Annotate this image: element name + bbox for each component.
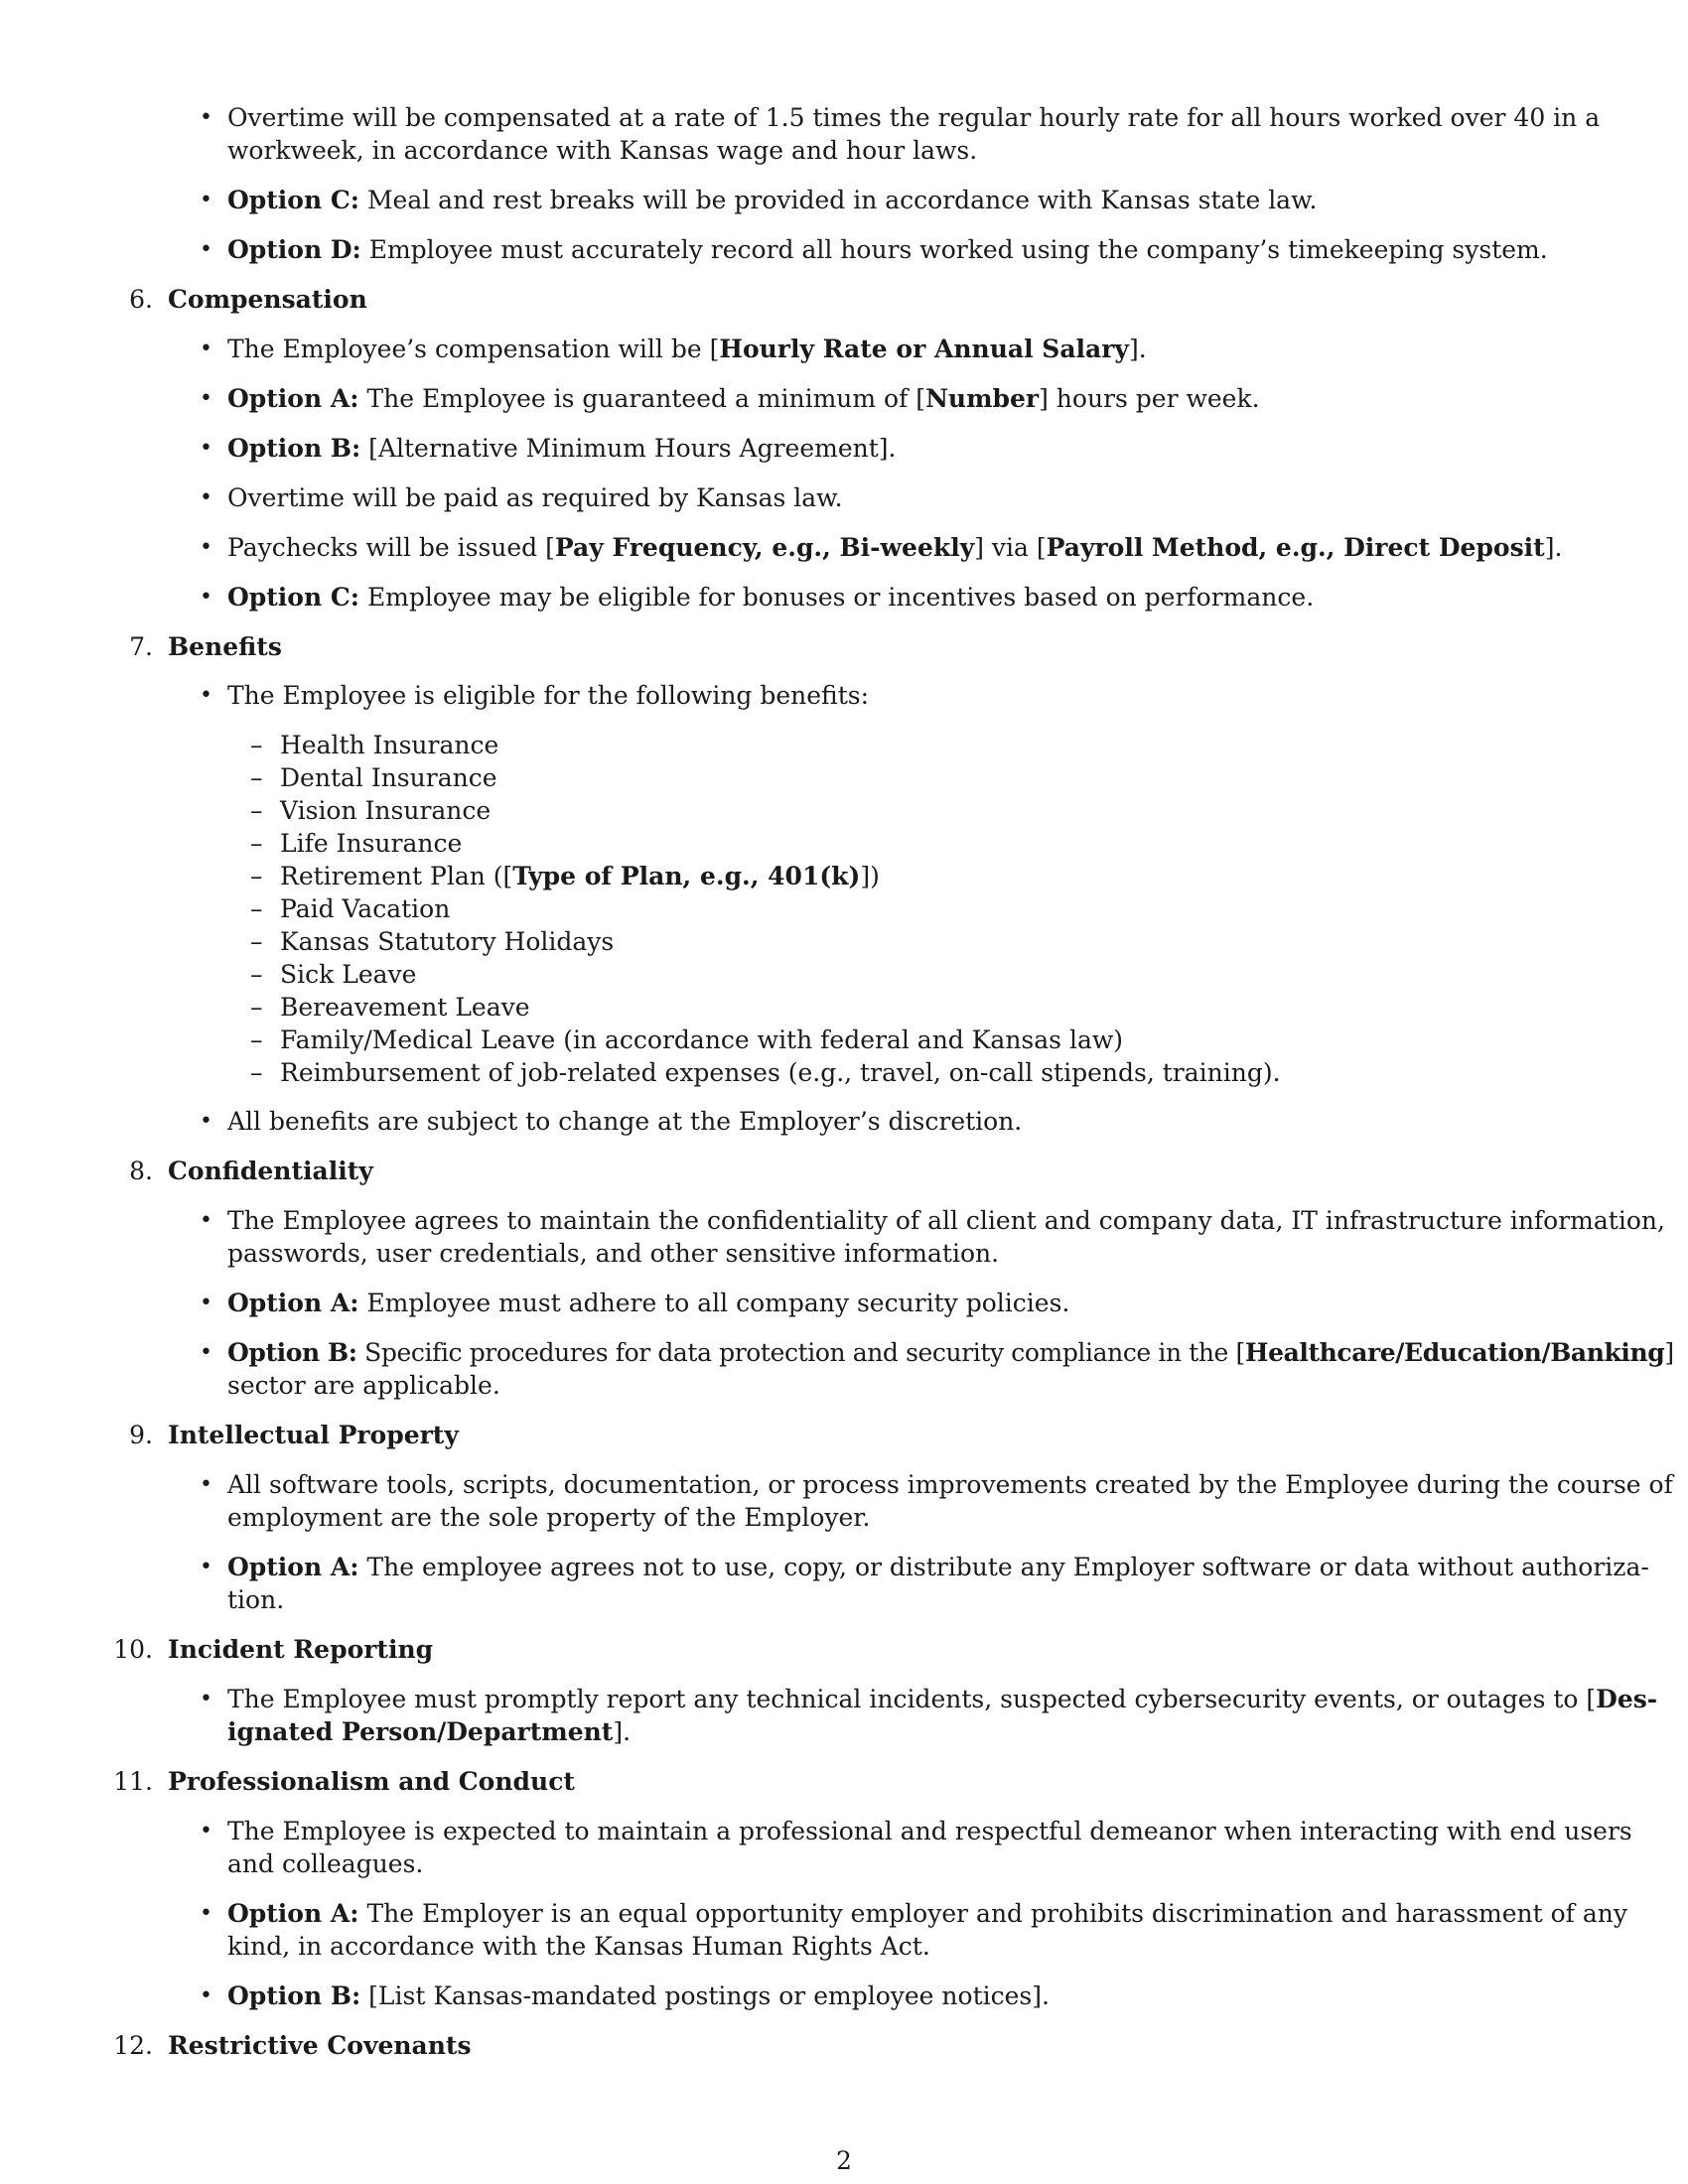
list-item <box>227 531 1562 564</box>
list-item: The Employee is expected to maintain a professional and respectful demeanor when interacting with end users <box>227 1817 1632 1845</box>
list-item <box>227 184 1317 216</box>
option-label: Option C: <box>227 583 359 612</box>
bullet-icon: • <box>200 1901 212 1926</box>
item-text: Meal and rest breaks will be provided in accordance with Kansas state law. <box>366 186 1318 214</box>
sub-list-item: Vision Insurance <box>280 796 492 825</box>
placeholder-text: Pay Frequency, e.g., Bi-weekly <box>554 533 975 562</box>
item-text: Employee must adhere to all company security policies. <box>366 1289 1070 1317</box>
bullet-icon: • <box>200 1983 212 2008</box>
bullet-icon: • <box>200 1340 212 1365</box>
option-label: Option B: <box>227 1981 361 2010</box>
bullet-icon: • <box>200 485 212 510</box>
bullet-icon: • <box>200 1291 212 1315</box>
item-text: ] <box>1664 1338 1674 1367</box>
bullet-icon: • <box>200 1687 212 1711</box>
list-item <box>227 233 1548 266</box>
bullet-icon: • <box>200 535 212 560</box>
sub-list-item: Paid Vacation <box>280 894 451 923</box>
bullet-icon: • <box>200 188 212 212</box>
placeholder-text: Hourly Rate or Annual Salary <box>719 335 1129 363</box>
item-text: Paychecks will be issued [ <box>227 533 555 562</box>
dash-icon: – <box>250 731 263 759</box>
section-number: 9. <box>129 1421 153 1449</box>
item-text: ]) <box>860 862 880 890</box>
list-item: Overtime will be compensated at a rate of 1.5 times the regular hourly rate for all hours worked over 40 in a <box>227 103 1601 132</box>
item-text: The Employee must promptly report any technical incidents, suspected cybersecurity events, or outages to [ <box>227 1685 1597 1713</box>
list-item-continuation <box>227 1715 631 1748</box>
sub-list-item: Dental Insurance <box>280 763 497 792</box>
option-label: Option A: <box>227 1899 359 1928</box>
option-label: Option A: <box>227 1289 359 1317</box>
placeholder-text: Number <box>925 384 1040 413</box>
list-item: All software tools, scripts, documentation, or process improvements created by the Employee during the course of <box>227 1470 1673 1499</box>
item-text: Employee must accurately record all hours worked using the company’s timekeeping system. <box>368 235 1548 264</box>
item-text: Specific procedures for data protection and security compliance in the [ <box>364 1338 1245 1367</box>
item-text: The Employee is guaranteed a minimum of [ <box>366 384 926 413</box>
list-item <box>227 581 1314 614</box>
dash-icon: – <box>250 894 263 923</box>
sub-list-item: Sick Leave <box>280 960 417 989</box>
item-text: ]. <box>1128 335 1147 363</box>
option-label: Option B: <box>227 1338 357 1367</box>
bullet-icon: • <box>200 105 212 130</box>
list-item-continuation: workweek, in accordance with Kansas wage and hour laws. <box>227 136 978 165</box>
dash-icon: – <box>250 1058 263 1087</box>
section-title: Compensation <box>168 285 367 314</box>
list-item: Overtime will be paid as required by Kansas law. <box>227 483 843 512</box>
list-item <box>227 432 896 465</box>
bullet-icon: • <box>200 683 212 708</box>
bullet-icon: • <box>200 386 212 411</box>
placeholder-text: Des- <box>1596 1685 1658 1713</box>
section-number: 8. <box>129 1157 153 1185</box>
section-title: Benefits <box>168 632 282 661</box>
list-item <box>227 1551 1649 1583</box>
dash-icon: – <box>250 829 263 858</box>
placeholder-text: Type of Plan, e.g., 401(k) <box>512 862 861 890</box>
option-label: Option D: <box>227 235 361 264</box>
bullet-icon: • <box>200 1819 212 1843</box>
list-item <box>227 1287 1069 1319</box>
section-number: 12. <box>113 2031 153 2060</box>
bullet-icon: • <box>200 1555 212 1579</box>
sub-list-item: Reimbursement of job-related expenses (e.g., travel, on-call stipends, training). <box>280 1058 1281 1087</box>
list-item: The Employee is eligible for the following benefits: <box>227 681 870 710</box>
bullet-icon: • <box>200 1208 212 1233</box>
item-text: ]. <box>613 1717 632 1746</box>
sub-list-item: Bereavement Leave <box>280 993 530 1022</box>
page-number: 2 <box>836 2146 852 2175</box>
list-item-continuation: employment are the sole property of the Employer. <box>227 1503 871 1532</box>
placeholder-text: Healthcare/Education/Banking <box>1244 1338 1665 1367</box>
dash-icon: – <box>250 960 263 989</box>
list-item <box>227 1979 1050 2012</box>
list-item <box>227 333 1147 365</box>
dash-icon: – <box>250 796 263 825</box>
bullet-icon: • <box>200 237 212 262</box>
item-text: The Employer is an equal opportunity employer and prohibits discrimination and harassment of any <box>366 1899 1627 1928</box>
list-item: The Employee agrees to maintain the confidentiality of all client and company data, IT infrastructure information, <box>227 1206 1665 1235</box>
bullet-icon: • <box>200 585 212 610</box>
list-item-continuation: passwords, user credentials, and other sensitive information. <box>227 1239 1000 1268</box>
placeholder-text: Payroll Method, e.g., Direct Deposit <box>1046 533 1545 562</box>
section-title: Intellectual Property <box>168 1421 459 1449</box>
placeholder-text: ignated Person/Department <box>227 1717 614 1746</box>
section-title: Incident Reporting <box>168 1635 434 1664</box>
list-item: All benefits are subject to change at the Employer’s discretion. <box>227 1107 1023 1136</box>
option-label: Option C: <box>227 186 359 214</box>
list-item-continuation: kind, in accordance with the Kansas Human Rights Act. <box>227 1932 930 1961</box>
bullet-icon: • <box>200 1109 212 1134</box>
bullet-icon: • <box>200 436 212 461</box>
item-text: Retirement Plan ([ <box>280 862 513 890</box>
dash-icon: – <box>250 763 263 792</box>
section-number: 6. <box>129 285 153 314</box>
section-number: 11. <box>113 1767 153 1796</box>
dash-icon: – <box>250 862 263 890</box>
list-item-continuation: tion. <box>227 1585 285 1614</box>
sub-list-item: Kansas Statutory Holidays <box>280 927 615 956</box>
item-text: The employee agrees not to use, copy, or distribute any Employer software or data without authoriza- <box>366 1553 1649 1581</box>
sub-list-item: Family/Medical Leave (in accordance with federal and Kansas law) <box>280 1025 1123 1054</box>
dash-icon: – <box>250 927 263 956</box>
dash-icon: – <box>250 1025 263 1054</box>
dash-icon: – <box>250 993 263 1022</box>
item-text: [Alternative Minimum Hours Agreement]. <box>368 434 897 463</box>
item-text: Employee may be eligible for bonuses or incentives based on performance. <box>366 583 1315 612</box>
section-title: Restrictive Covenants <box>168 2031 472 2060</box>
bullet-icon: • <box>200 1472 212 1497</box>
list-item-continuation: sector are applicable. <box>227 1371 500 1400</box>
option-label: Option A: <box>227 384 359 413</box>
item-text: ] hours per week. <box>1039 384 1260 413</box>
section-title: Professionalism and Conduct <box>168 1767 575 1796</box>
list-item <box>227 1897 1627 1930</box>
bullet-icon: • <box>200 337 212 361</box>
section-number: 10. <box>113 1635 153 1664</box>
list-item <box>227 1683 1658 1715</box>
option-label: Option B: <box>227 434 361 463</box>
list-item <box>227 382 1260 415</box>
sub-list-item <box>280 860 880 892</box>
item-text: ] via [ <box>974 533 1047 562</box>
item-text: [List Kansas-mandated postings or employee notices]. <box>368 1981 1050 2010</box>
list-item-continuation: and colleagues. <box>227 1849 424 1878</box>
section-title: Confidentiality <box>168 1157 373 1185</box>
item-text: ]. <box>1544 533 1563 562</box>
section-number: 7. <box>129 632 153 661</box>
sub-list-item: Life Insurance <box>280 829 463 858</box>
list-item <box>227 1336 1674 1369</box>
option-label: Option A: <box>227 1553 359 1581</box>
item-text: The Employee’s compensation will be [ <box>227 335 720 363</box>
sub-list-item: Health Insurance <box>280 731 499 759</box>
